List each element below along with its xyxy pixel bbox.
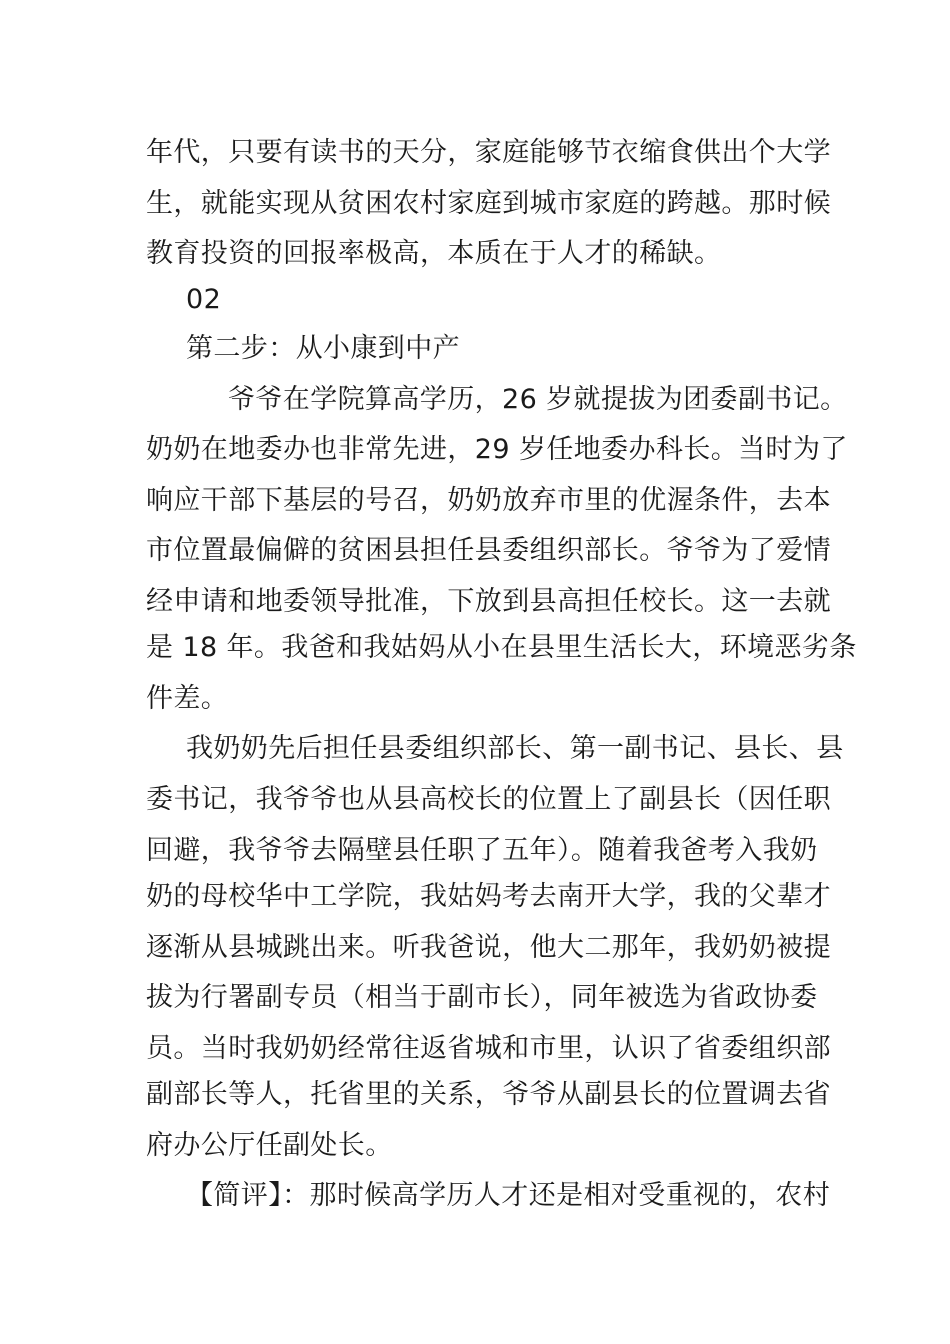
paragraph-line: 逐渐从县城跳出来。听我爸说，他大二那年，我奶奶被提 (146, 932, 831, 963)
paragraph-line: 生，就能实现从贫困农村家庭到城市家庭的跨越。那时候 (146, 188, 831, 219)
paragraph-line: 副部长等人，托省里的关系，爷爷从副县长的位置调去省 (146, 1079, 831, 1110)
paragraph-line: 爷爷在学院算高学历，26 岁就提拔为团委副书记。 (228, 384, 848, 415)
paragraph-line: 奶的母校华中工学院，我姑妈考去南开大学，我的父辈才 (146, 881, 831, 912)
paragraph-line: 我奶奶先后担任县委组织部长、第一副书记、县长、县 (186, 733, 844, 764)
section-number: 02 (186, 284, 222, 315)
paragraph-line: 【简评】：那时候高学历人才还是相对受重视的，农村 (186, 1180, 831, 1211)
paragraph-line: 员。当时我奶奶经常往返省城和市里，认识了省委组织部 (146, 1033, 831, 1064)
paragraph-line: 奶奶在地委办也非常先进，29 岁任地委办科长。当时为了 (146, 434, 848, 465)
paragraph-line: 是 18 年。我爸和我姑妈从小在县里生活长大，环境恶劣条 (146, 632, 857, 663)
paragraph-line: 委书记，我爷爷也从县高校长的位置上了副县长（因任职 (146, 784, 831, 815)
paragraph-line: 件差。 (146, 683, 229, 714)
paragraph-line: 经申请和地委领导批准，下放到县高担任校长。这一去就 (146, 586, 831, 617)
paragraph-line: 拔为行署副专员（相当于副市长），同年被选为省政协委 (146, 982, 818, 1013)
paragraph-line: 响应干部下基层的号召，奶奶放弃市里的优渥条件，去本 (146, 485, 831, 516)
paragraph-line: 府办公厅任副处长。 (146, 1130, 393, 1161)
paragraph-line: 年代，只要有读书的天分，家庭能够节衣缩食供出个大学 (146, 137, 831, 168)
paragraph-line: 教育投资的回报率极高，本质在于人才的稀缺。 (146, 238, 722, 269)
paragraph-line: 市位置最偏僻的贫困县担任县委组织部长。爷爷为了爱情 (146, 535, 831, 566)
paragraph-line: 回避，我爷爷去隔壁县任职了五年）。随着我爸考入我奶 (146, 835, 818, 866)
section-heading: 第二步：从小康到中产 (186, 333, 460, 364)
